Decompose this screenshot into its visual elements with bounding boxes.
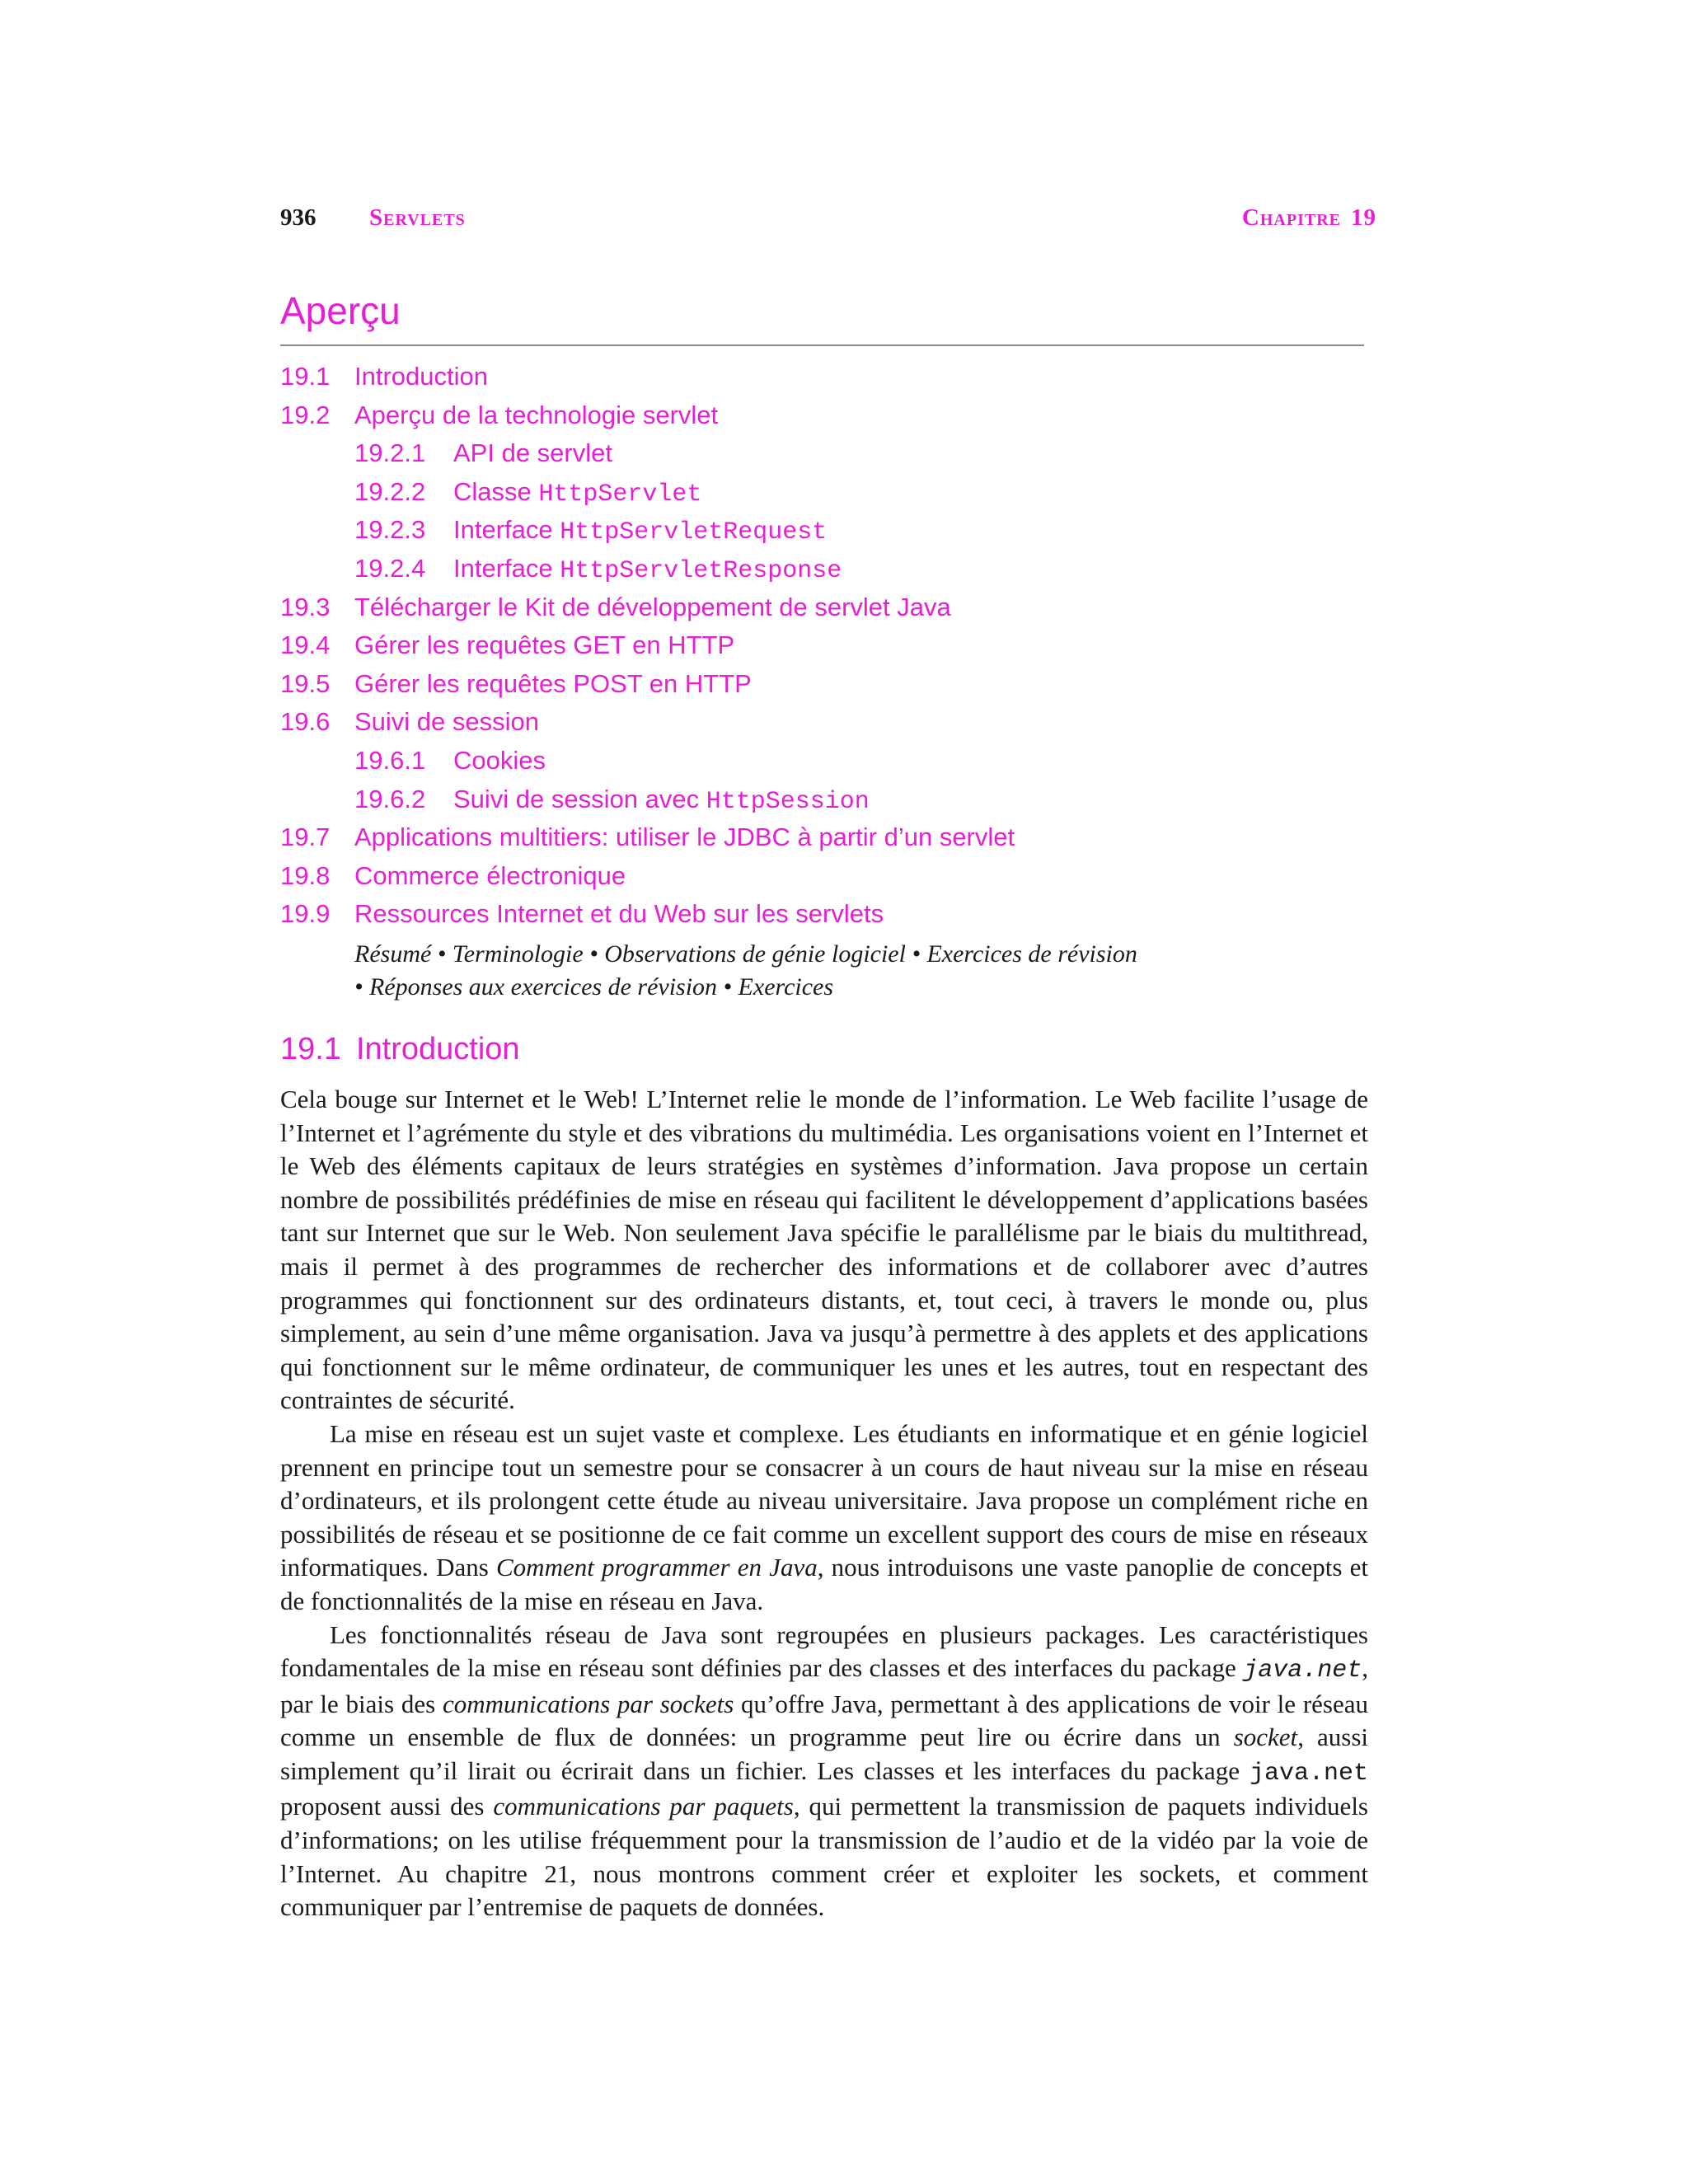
running-section-title: Servlets [369,204,466,231]
outline-item [280,857,1376,896]
outline-number: 19.6 [280,707,331,737]
outline-text: Suivi de session [354,707,540,737]
outline-text: Introduction [354,362,488,391]
chapter-number: 19 [1351,204,1376,231]
outline-number: 19.1 [280,362,331,391]
outline-number: 19.6.2 [354,784,426,813]
outline-number: 19.2.2 [354,476,426,506]
text-run: , aussi simplement qu’il lirait ou écrirait dans un fichier. Les classes et les interfaces du package [280,1722,1368,1785]
outline-subitem [280,742,1376,780]
outline-end-matter [354,938,1261,1004]
paragraph [280,1418,1368,1619]
outline-item [280,626,1376,665]
outline-divider [280,344,1364,346]
outline-number: 19.6.1 [354,745,426,775]
outline-text: Aperçu de la technologie servlet [354,400,719,429]
outline-code: HttpServletRequest [560,518,828,547]
outline-item [280,818,1376,857]
outline-subitem [280,511,1376,550]
outline-text: Applications multitiers: utiliser le JDBC à partir d’un servlet [354,823,1015,852]
term-emphasis: socket [1233,1722,1298,1752]
outline-number: 19.4 [280,630,331,660]
code-package-name: java.net [1249,1759,1368,1788]
text-run: qu’offre Java, permettant à des applications de voir le réseau comme un ensemble de flux de données: un programme peut lire ou écrire dans un [280,1689,1368,1752]
outline-number: 19.9 [280,899,331,929]
outline-number: 19.2.4 [354,553,426,583]
outline-text-label: Interface [453,515,560,545]
outline-code: HttpServlet [538,480,702,509]
text-run: , par le biais des [280,1653,1368,1718]
outline-list [280,358,1376,934]
text-run: proposent aussi des [280,1792,494,1821]
outline-text: Cookies [453,745,546,775]
outline-text: Gérer les requêtes POST en HTTP [354,668,752,698]
outline-text [453,511,827,552]
body-text [280,1083,1368,1924]
text-run: , qui permettent la transmission de paquets individuels d’informations; on les utilise fréquemment pour la transmission de l’audio et de la vidéo par la voie de l’Internet. Au chapitre 21, nous montrons comment créer et exploiter les sockets, et comment communiquer par l’entremise de paquets de données. [280,1792,1368,1922]
outline-text-label: Interface [453,553,560,583]
page-number: 936 [280,204,316,231]
section-heading [280,1032,520,1067]
section-number: 19.1 [280,1032,341,1066]
term-emphasis: communications par paquets [493,1792,794,1821]
outline-text: Gérer les requêtes GET en HTTP [354,630,735,660]
outline-number: 19.3 [280,592,331,621]
outline-item [280,358,1376,396]
outline-number: 19.2.3 [354,515,426,545]
outline-code: HttpServletResponse [560,556,842,585]
outline-number: 19.5 [280,668,331,698]
chapter-label: Chapitre [1241,204,1341,231]
outline-item [280,895,1376,934]
outline-subitem [280,550,1376,588]
outline-item [280,665,1376,704]
code-package-name: java.net [1243,1657,1362,1685]
outline-number: 19.2.1 [354,438,426,468]
outline-number: 19.8 [280,860,331,890]
running-chapter [1242,204,1376,232]
end-matter-line: • Réponses aux exercices de révision • Exercices [354,973,834,1001]
outline-subitem [280,434,1376,473]
outline-item [280,703,1376,742]
book-title-emphasis: Comment programmer en Java [496,1553,818,1582]
outline-code: HttpSession [706,787,870,816]
outline-text: Ressources Internet et du Web sur les servlets [354,899,884,929]
outline-item [280,396,1376,435]
paragraph: Cela bouge sur Internet et le Web! L’Internet relie le monde de l’information. Le Web facilite l’usage de l’Internet et l’agrémente du style et des vibrations du multimédia. Les organisations voient en l’Internet et le Web des éléments capitaux de leurs stratégies en systèmes d’information. Java propose un certain nombre de possibilités prédéfinies de mise en réseau qui facilitent le développement d’applications basées tant sur Internet que sur le Web. Non seulement Java spécifie le parallélisme par le biais du multithread, mais il permet à des programmes de rechercher des informations et de collaborer avec d’autres programmes qui fonctionnent sur des ordinateurs distants, et, tout ceci, à travers le monde ou, plus simplement, au sein d’une même organisation. Java va jusqu’à permettre à des applets et des applications qui fonctionnent sur le même ordinateur, de communiquer les unes et les autres, tout en respectant des contraintes de sécurité. [280,1085,1368,1415]
outline-number: 19.2 [280,400,331,429]
outline-text [453,550,842,591]
text-run: La mise en réseau est un sujet vaste et complexe. Les étudiants en informatique et en génie logiciel prennent en principe tout un semestre pour se consacrer à un cours de haut niveau sur la mise en réseau d’ordinateurs, et ils prolongent cette étude au niveau universitaire. Java propose un complément riche en possibilités de réseau et se positionne de ce fait comme un excellent support des cours de mise en réseaux informatiques. Dans [280,1418,1368,1582]
outline-subitem [280,473,1376,512]
outline-text [453,473,701,514]
outline-text: Commerce électronique [354,860,626,890]
section-title: Introduction [355,1032,520,1066]
outline-subitem [280,780,1376,819]
text-run: , nous introduisons une vaste panoplie de concepts et de fonctionnalités de la mise en réseau en Java. [280,1553,1368,1615]
outline-item [280,588,1376,627]
outline-title: Aperçu [280,289,401,332]
text-run: Les fonctionnalités réseau de Java sont regroupées en plusieurs packages. Les caractéristiques fondamentales de la mise en réseau sont définies par des classes et des interfaces du package [280,1619,1368,1683]
outline-text: API de servlet [453,438,612,468]
outline-text [453,780,870,822]
outline-text-label: Classe [453,476,539,506]
outline-number: 19.7 [280,823,331,852]
running-header [280,204,1376,237]
term-emphasis: communications par sockets [442,1689,734,1718]
end-matter-line: Résumé • Terminologie • Observations de génie logiciel • Exercices de révision [354,940,1137,968]
outline-text: Télécharger le Kit de développement de servlet Java [354,592,951,621]
paragraph [280,1619,1368,1924]
outline-text-label: Suivi de session avec [453,784,706,813]
